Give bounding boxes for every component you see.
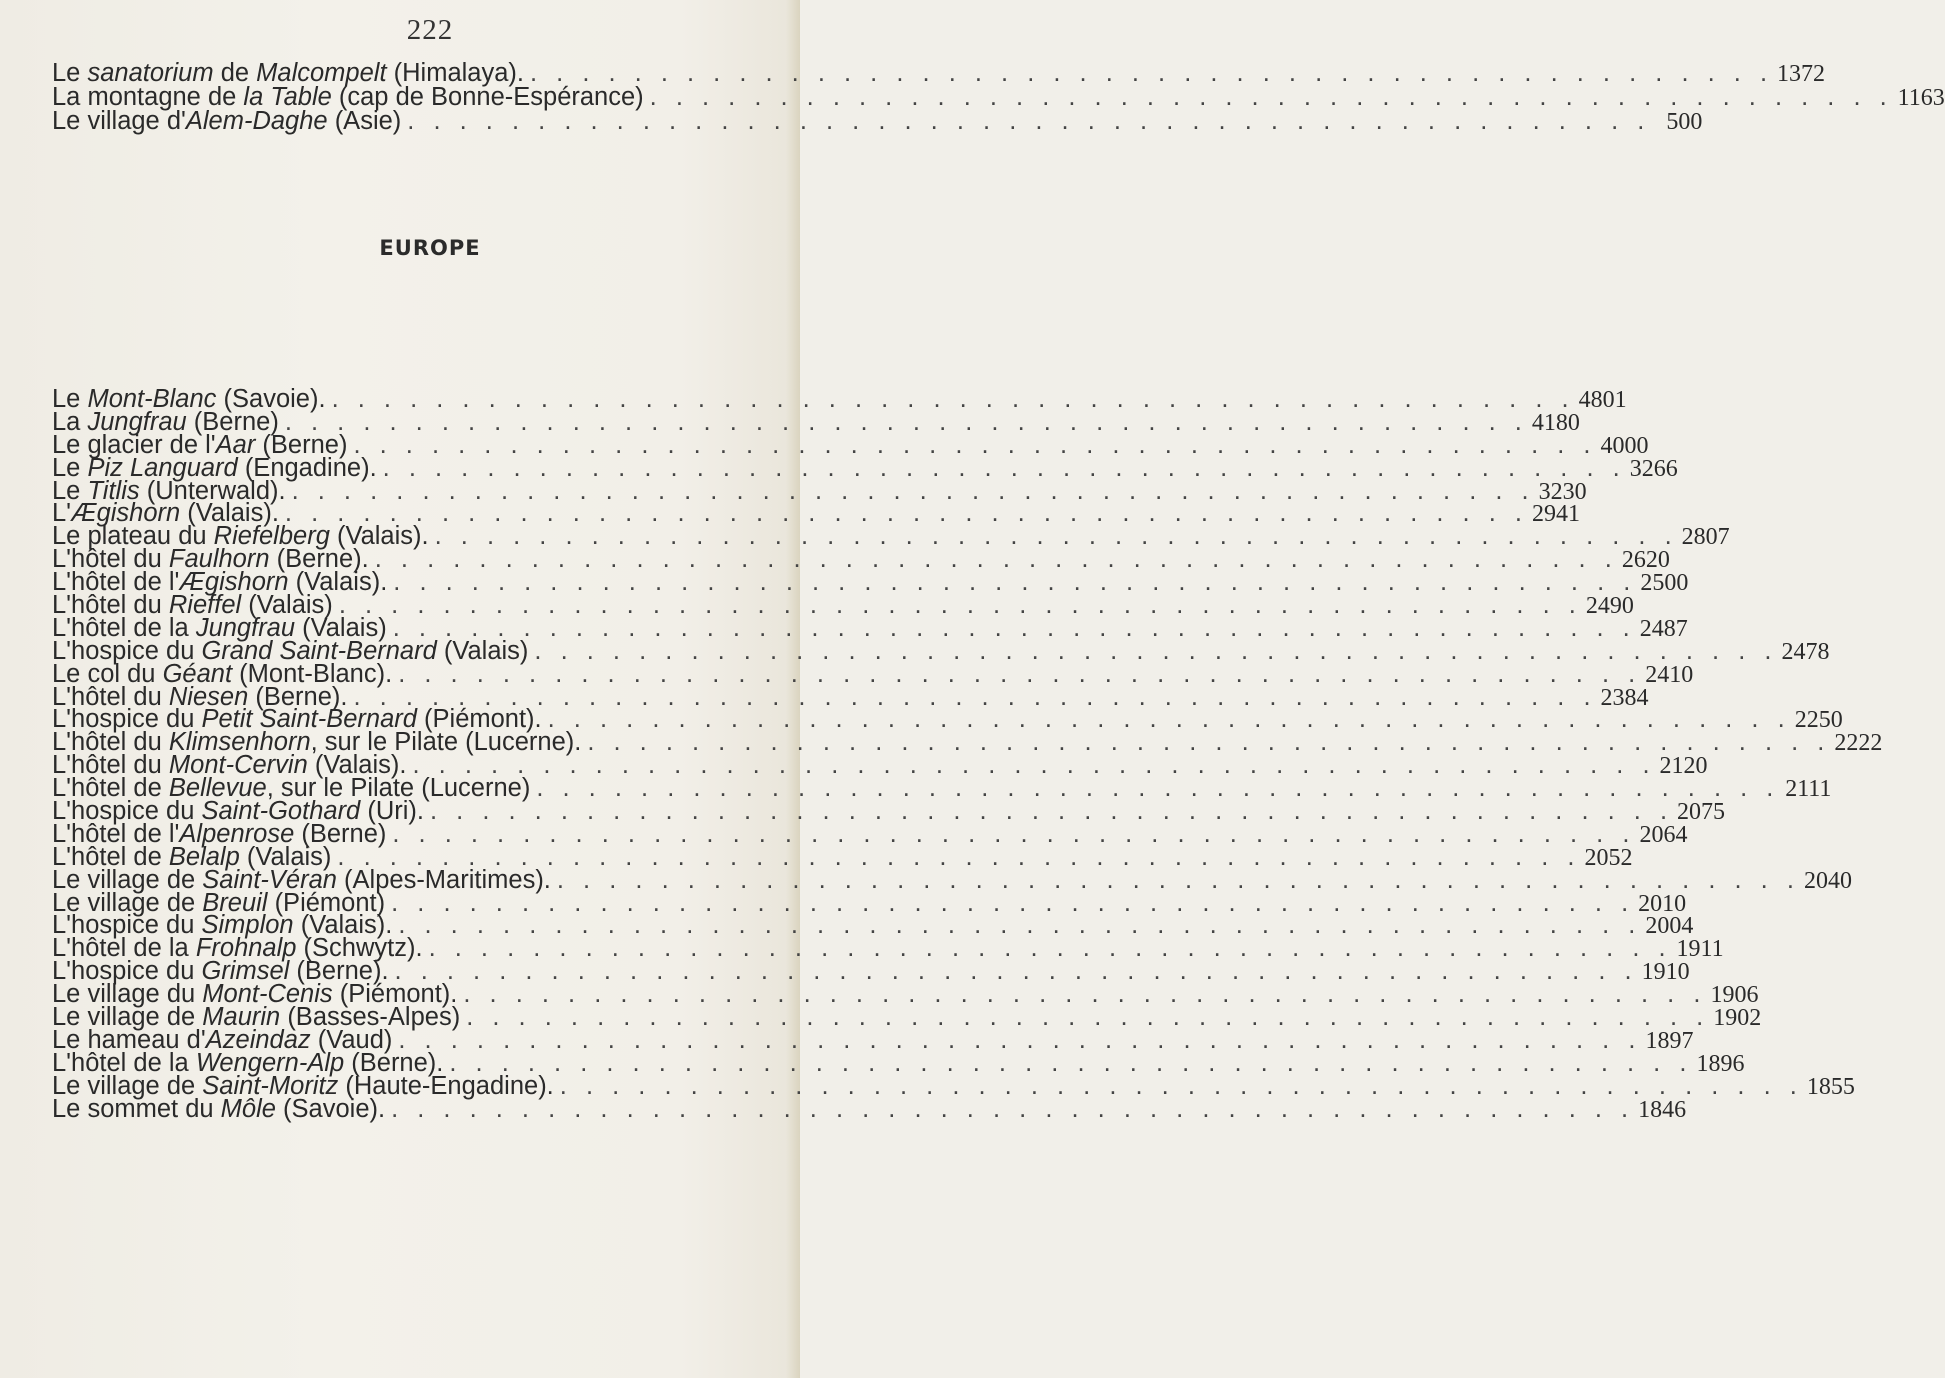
altitude-value: 1906 <box>1710 982 1759 1009</box>
entry-place-name: Jungfrau <box>87 407 187 436</box>
entry-place-name: Niesen <box>168 682 249 711</box>
entry-place-name: Faulhorn <box>168 545 270 574</box>
entry-label <box>52 1094 386 1123</box>
entry-place-name: Aar <box>215 430 256 459</box>
entry-text: Le col du <box>52 659 163 688</box>
entry-place-name: Riefelberg <box>213 522 330 551</box>
entry-text: La <box>52 407 88 436</box>
entry-place-name: Jungfrau <box>195 613 296 642</box>
entry-text: (Haute-Engadine). <box>338 1071 554 1100</box>
entry-place-name: Breuil <box>202 888 268 917</box>
entry-text: (Savoie). <box>216 385 326 413</box>
entry-text: (Berne) <box>294 819 387 848</box>
entry-place-name: Azeindaz <box>205 1025 311 1054</box>
altitude-value: 1897 <box>1645 1027 1694 1054</box>
entry-text: L'hospice du <box>52 705 202 734</box>
entry-text: L'hôtel du <box>52 545 169 574</box>
altitude-value: 2040 <box>1803 867 1852 894</box>
entry-text: de <box>213 59 257 87</box>
entry-place-name: Ægishorn <box>71 499 181 528</box>
altitude-value: 2250 <box>1794 707 1843 734</box>
entry-text: L'hospice du <box>52 911 202 940</box>
entry-text: Le plateau du <box>52 522 214 551</box>
entry-text: (Basses-Alpes) <box>280 1003 461 1032</box>
altitude-value: 2004 <box>1645 913 1694 940</box>
altitude-value: 1896 <box>1696 1050 1745 1077</box>
entry-place-name: Ægishorn <box>179 568 289 597</box>
entry-text: L'hôtel de <box>52 774 169 803</box>
entry-text: (Berne) <box>255 430 348 459</box>
altitude-value: 2490 <box>1585 593 1634 620</box>
entry-place-name: Petit Saint-Bernard <box>201 705 417 734</box>
entry-place-name: Titlis <box>87 476 140 505</box>
entry-text: L'hôtel de <box>52 842 169 871</box>
entry-text: , sur le Pilate (Lucerne) <box>266 774 531 803</box>
altitude-value: 2487 <box>1639 615 1688 642</box>
entry-text: Le village de <box>52 1003 203 1032</box>
altitude-value: 2052 <box>1584 844 1633 871</box>
altitude-value: 4000 <box>1600 432 1649 459</box>
altitude-value: 2075 <box>1677 799 1726 826</box>
altitude-value: 4801 <box>1578 387 1627 413</box>
entry-text: L'hôtel de l' <box>52 819 180 848</box>
entry-place-name: sanatorium <box>87 59 214 87</box>
entry-place-name: Grand Saint-Bernard <box>201 636 437 665</box>
entry-text: (Valais) <box>295 613 387 642</box>
entry-place-name: Frohnalp <box>195 934 297 963</box>
entry-text: (Asie) <box>327 106 402 135</box>
entry-text: Le village de <box>52 865 203 894</box>
entry-place-name: Géant <box>162 659 233 688</box>
entry-text: L'hospice du <box>52 797 202 826</box>
entry-text: (Berne). <box>269 545 369 574</box>
entry-place-name: Piz Languard <box>87 453 238 482</box>
entry-text: Le village du <box>52 980 203 1009</box>
entry-text: L'hôtel de la <box>52 613 196 642</box>
entry-text: Le <box>52 476 88 505</box>
altitude-value: 2120 <box>1659 753 1708 780</box>
entry-place-name: Bellevue <box>168 774 267 803</box>
entry-place-name: Alpenrose <box>179 819 295 848</box>
entry-text: (Unterwald). <box>139 476 286 505</box>
altitude-value: 2410 <box>1645 661 1694 688</box>
entry-text: (Engadine). <box>237 453 377 482</box>
entry-text: (Berne). <box>344 1048 444 1077</box>
altitude-value: 4180 <box>1531 409 1580 436</box>
entry-text: L'hospice du <box>52 957 202 986</box>
altitude-value: 2064 <box>1639 821 1688 848</box>
entry-place-name: Klimsenhorn <box>168 728 311 757</box>
entry-text: (Berne). <box>289 957 389 986</box>
altitude-value: 1846 <box>1638 1096 1687 1123</box>
entry-text: Le village de <box>52 888 203 917</box>
entry-text: L'hôtel de l' <box>52 568 180 597</box>
entry-text: (Himalaya). <box>386 59 524 87</box>
entry-text: (Piémont) <box>267 888 386 917</box>
entry-text: L' <box>52 499 72 528</box>
entry-text: (Vaud) <box>310 1025 393 1054</box>
entry-place-name: Malcompelt <box>256 59 387 87</box>
entry-text: L'hôtel du <box>52 751 169 780</box>
altitude-value: 1902 <box>1713 1005 1762 1032</box>
entry-text: (Valais) <box>239 842 332 871</box>
entry-text: (Piémont). <box>416 705 542 734</box>
top-entries-list <box>52 59 1945 135</box>
altitude-value: 2384 <box>1600 684 1649 711</box>
altitude-value: 1911 <box>1676 936 1724 963</box>
entry-place-name: Alem-Daghe <box>185 106 328 135</box>
entry-place-name: la Table <box>243 82 332 111</box>
entry-text: Le village de <box>52 1071 203 1100</box>
altitude-value: 2941 <box>1531 501 1580 528</box>
entry-text: (Mont-Blanc). <box>232 659 393 688</box>
entry-text: L'hôtel du <box>52 591 169 620</box>
entry-text: Le village d' <box>52 106 186 135</box>
entry-text: L'hôtel de la <box>52 934 196 963</box>
altitude-value: 1372 <box>1777 61 1826 87</box>
entry-text: Le <box>52 385 88 413</box>
altitude-value: 2620 <box>1621 547 1670 574</box>
page-number: 222 <box>406 14 454 46</box>
entry-text: Le hameau d' <box>52 1025 206 1054</box>
entry-text: L'hospice du <box>52 636 202 665</box>
entry-place-name: Môle <box>220 1094 276 1123</box>
entry-text: (Alpes-Maritimes). <box>336 865 551 894</box>
entry-place-name: Mont-Cenis <box>202 980 333 1009</box>
altitude-entry-row <box>52 1094 1687 1123</box>
entry-place-name: Saint-Véran <box>202 865 337 894</box>
europe-entries-list <box>52 385 1883 1123</box>
entry-label <box>52 106 402 135</box>
entry-place-name: Saint-Gothard <box>201 797 361 826</box>
entry-text: (Berne) <box>186 407 279 436</box>
entry-text: (Schwytz). <box>296 934 423 963</box>
entry-text: Le <box>52 453 88 482</box>
entry-text: (Berne). <box>248 682 348 711</box>
entry-text: L'hôtel du <box>52 682 169 711</box>
dot-leader <box>407 110 1650 134</box>
entry-text: (Valais). <box>180 499 279 528</box>
entry-place-name: Mont-Cervin <box>168 751 308 780</box>
entry-text: (Piémont). <box>332 980 458 1009</box>
altitude-value: 1910 <box>1641 959 1690 986</box>
entry-text: (Savoie). <box>275 1094 386 1123</box>
entry-text: (Uri). <box>360 797 424 826</box>
entry-place-name: Maurin <box>202 1003 281 1032</box>
entry-text: (Valais). <box>288 568 388 597</box>
entry-text: (Valais). <box>329 522 429 551</box>
entry-text: L'hôtel de la <box>52 1048 196 1077</box>
altitude-value: 2478 <box>1781 638 1830 665</box>
entry-text: Le sommet du <box>52 1094 221 1123</box>
entry-text: (Valais) <box>241 591 333 620</box>
entry-text: , sur le Pilate (Lucerne). <box>310 728 582 757</box>
altitude-value: 2807 <box>1681 524 1730 551</box>
altitude-value: 3266 <box>1629 455 1678 482</box>
entry-text: Le <box>52 59 88 87</box>
entry-text: (Valais). <box>293 911 393 940</box>
entry-text: Le glacier de l' <box>52 430 216 459</box>
entry-text: L'hôtel du <box>52 728 169 757</box>
section-heading: EUROPE <box>379 236 481 260</box>
altitude-value: 2111 <box>1785 776 1832 803</box>
dot-leader <box>391 1098 1634 1121</box>
altitude-value: 1163 <box>1897 84 1945 111</box>
altitude-value: 2500 <box>1640 570 1689 597</box>
entry-place-name: Saint-Moritz <box>202 1071 339 1100</box>
altitude-value: 2010 <box>1638 890 1687 917</box>
entry-place-name: Rieffel <box>168 591 242 620</box>
entry-text: La montagne de <box>52 82 244 111</box>
entry-place-name: Mont-Blanc <box>87 385 217 413</box>
altitude-value: 500 <box>1666 108 1703 135</box>
entry-text: (cap de Bonne-Espérance) <box>331 82 644 111</box>
entry-place-name: Belalp <box>168 842 240 871</box>
altitude-entry-row <box>52 106 1703 135</box>
entry-place-name: Grimsel <box>201 957 290 986</box>
altitude-value: 2222 <box>1834 730 1883 757</box>
altitude-value: 1855 <box>1806 1073 1855 1100</box>
entry-text: (Valais). <box>307 751 407 780</box>
entry-text: (Valais) <box>436 636 529 665</box>
altitude-value: 3230 <box>1538 478 1587 505</box>
entry-place-name: Simplon <box>201 911 294 940</box>
entry-place-name: Wengern-Alp <box>195 1048 345 1077</box>
